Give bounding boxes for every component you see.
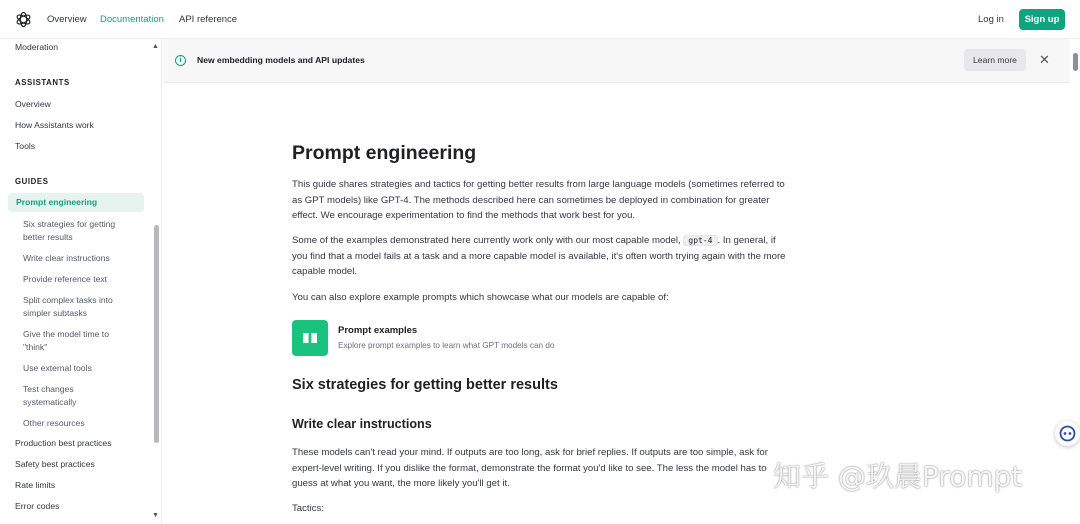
nav-overview[interactable]: Overview [47,14,87,25]
banner-text: New embedding models and API updates [197,55,365,65]
watermark: 知乎 @玖晨Prompt [773,460,1023,493]
sidebar-section-guides: GUIDES [15,177,49,186]
login-link[interactable]: Log in [978,14,1004,25]
signup-button[interactable]: Sign up [1019,9,1065,30]
sidebar-item-prompt-engineering[interactable]: Prompt engineering [8,193,144,212]
assistant-float-button[interactable] [1055,421,1080,446]
sidebar-subitem-external-tools[interactable]: Use external tools [23,363,92,373]
sidebar-item-moderation[interactable]: Moderation [15,42,58,52]
page-title: Prompt engineering [292,142,477,164]
sidebar-subitem-six-strategies[interactable]: Six strategies for getting better results [23,219,116,242]
top-nav [0,0,1080,39]
sidebar-subitem-test-changes[interactable]: Test changes systematically [23,384,77,407]
sidebar-item-production[interactable]: Production best practices [15,438,112,448]
sidebar-subitem-time-to-think[interactable]: Give the model time to "think" [23,329,109,352]
sidebar [0,39,162,524]
scroll-up-icon[interactable]: ▲ [152,43,159,50]
sidebar-subitem-write-clear[interactable]: Write clear instructions [23,253,110,263]
sidebar-scrollbar[interactable] [154,225,159,443]
learn-more-button[interactable]: Learn more [964,49,1026,71]
sidebar-item-tools[interactable]: Tools [15,141,36,151]
scroll-down-icon[interactable]: ▼ [152,512,159,519]
nav-documentation[interactable]: Documentation [100,14,164,25]
examples-paragraph: You can also explore example prompts which showcase what our models are capable of: [292,292,669,303]
nav-api-reference[interactable]: API reference [179,14,238,25]
sidebar-subitem-reference-text[interactable]: Provide reference text [23,274,108,284]
card-description: Explore prompt examples to learn what GPT models can do [338,341,555,350]
clear-instructions-paragraph: These models can't read your mind. If outputs are too long, ask for brief replies. If outputs are too simple, ask for expert-level writing. If you dislike the format, demonstrate the format you'd like to see. The less the model has to guess at what you want, the more likely you'll get it. [292,447,768,489]
sidebar-item-error-codes[interactable]: Error codes [15,501,60,511]
announcement-banner [163,39,1070,83]
sidebar-item-assistants-overview[interactable]: Overview [15,99,51,109]
subsection-heading: Write clear instructions [292,417,432,431]
sidebar-item-safety[interactable]: Safety best practices [15,459,95,469]
intro-paragraph: This guide shares strategies and tactics for getting better results from large language models (sometimes referred to as GPT models) like GPT-4. The methods described here can sometimes be deployed in combination for greater effect. We encourage experimentation to find the methods that work best for you. [292,179,785,221]
book-icon[interactable] [292,320,328,356]
sidebar-item-rate-limits[interactable]: Rate limits [15,480,56,490]
sidebar-subitem-split-tasks[interactable]: Split complex tasks into simpler subtasks [23,295,113,318]
close-icon[interactable]: ✕ [1039,52,1050,67]
card-title[interactable]: Prompt examples [338,325,418,336]
sidebar-item-how-assistants-work[interactable]: How Assistants work [15,120,94,130]
sidebar-section-assistants: ASSISTANTS [15,78,70,87]
info-icon: i [175,55,186,66]
page-scrollbar[interactable] [1073,53,1078,71]
inline-code: gpt-4 [683,235,717,246]
sidebar-subitem-other-resources[interactable]: Other resources [23,418,85,428]
section-heading: Six strategies for getting better results [292,377,558,393]
tactics-label: Tactics: [292,503,324,514]
openai-logo-icon[interactable] [15,11,32,28]
model-paragraph: Some of the examples demonstrated here currently work only with our most capable model, gpt-4 . In general, if you find that a model fails at a task and a more capable model is available, it's often worth trying again with the more capable model. [292,235,786,277]
